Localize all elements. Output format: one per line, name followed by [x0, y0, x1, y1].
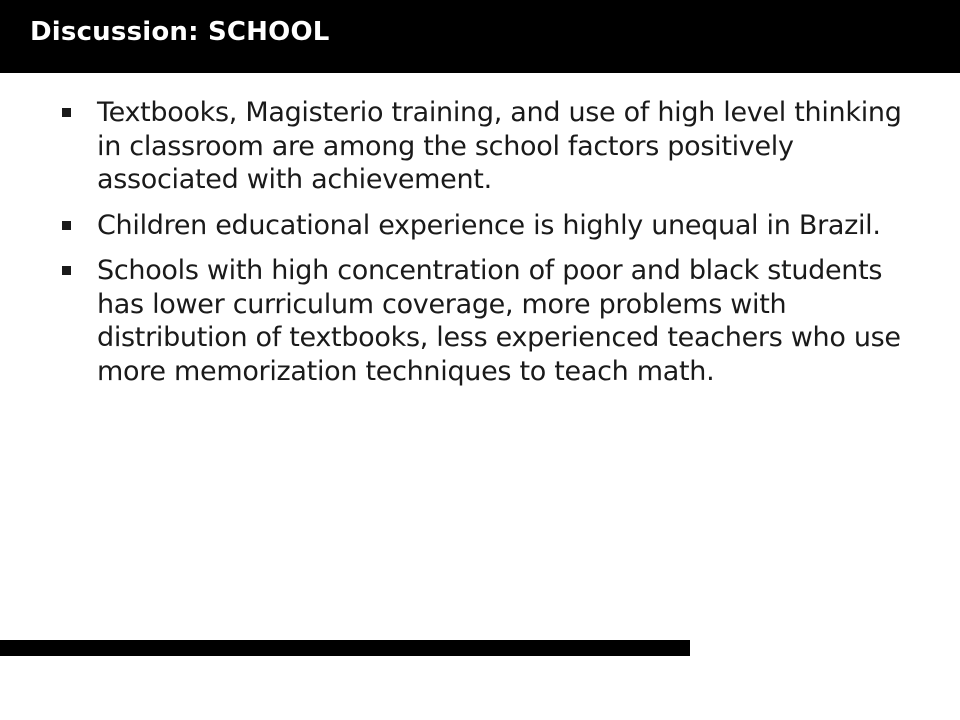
bullet-text: Children educational experience is highly unequal in Brazil.	[97, 209, 881, 241]
bullet-item	[60, 96, 920, 197]
square-bullet-icon	[62, 221, 71, 230]
title-bar	[0, 0, 960, 73]
square-bullet-icon	[62, 266, 71, 275]
bullet-text: Schools with high concentration of poor and black students has lower curriculum coverage, more problems with distribution of textbooks, less experienced teachers who use more memorization techniques to teach math.	[97, 255, 901, 387]
bullet-item	[60, 254, 920, 388]
footer-bar	[0, 640, 690, 656]
bullet-text: Textbooks, Magisterio training, and use of high level thinking in classroom are among the school factors positively associated with achievement.	[97, 97, 902, 195]
slide-title: Discussion: SCHOOL	[30, 17, 330, 47]
bullet-list	[60, 96, 920, 400]
square-bullet-icon	[62, 108, 71, 117]
bullet-item	[60, 209, 920, 243]
